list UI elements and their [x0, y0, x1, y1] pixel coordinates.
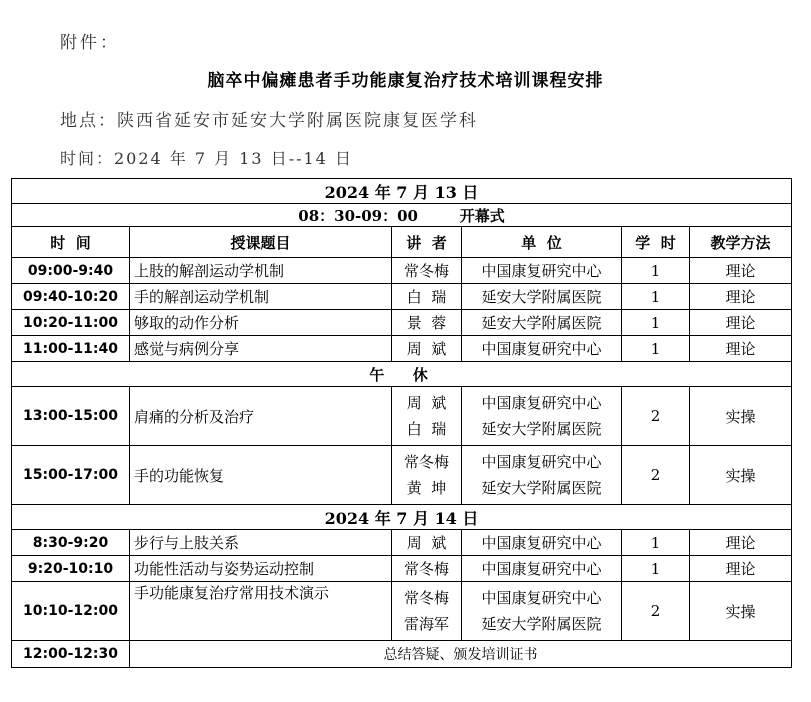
- speaker-name: 雷海军: [403, 615, 449, 633]
- table-row: [12, 446, 792, 505]
- session-unit: 中国康复研究中心: [462, 336, 622, 362]
- session-hours: 1: [622, 556, 690, 582]
- session-topic: 感觉与病例分享: [130, 336, 392, 362]
- unit-name: 延安大学附属医院: [481, 615, 602, 633]
- speaker-name: 黄 坤: [406, 479, 447, 497]
- session-units: [462, 387, 622, 446]
- session-time: 10:10-12:00: [12, 582, 130, 641]
- session-time: 9:20-10:10: [12, 556, 130, 582]
- session-topic: 上肢的解剖运动学机制: [130, 258, 392, 284]
- header-time: 时 间: [12, 227, 130, 258]
- session-speaker: 常冬梅: [392, 556, 462, 582]
- table-row: [12, 310, 792, 336]
- day2-date: 2024 年 7 月 14 日: [12, 505, 792, 530]
- table-row: [12, 284, 792, 310]
- unit-name: 中国康复研究中心: [481, 589, 602, 607]
- session-speakers: [392, 446, 462, 505]
- session-unit: 中国康复研究中心: [462, 258, 622, 284]
- opening-ceremony: 08：30-09：00 开幕式: [12, 204, 792, 227]
- session-speaker: 景 蓉: [392, 310, 462, 336]
- header-method: 教学方法: [690, 227, 792, 258]
- lunch-break: 午 休: [12, 362, 792, 387]
- session-hours: 1: [622, 258, 690, 284]
- header-topic: 授课题目: [130, 227, 392, 258]
- session-units: [462, 446, 622, 505]
- session-time: 11:00-11:40: [12, 336, 130, 362]
- session-time: 15:00-17:00: [12, 446, 130, 505]
- session-method: 理论: [690, 530, 792, 556]
- session-topic: 够取的动作分析: [130, 310, 392, 336]
- session-hours: 1: [622, 530, 690, 556]
- table-row: [12, 556, 792, 582]
- session-unit: 延安大学附属医院: [462, 310, 622, 336]
- table-row: [12, 258, 792, 284]
- attachment-label: 附件：: [60, 33, 120, 53]
- header-row: [12, 227, 792, 258]
- session-method: 理论: [690, 336, 792, 362]
- session-method: 实操: [690, 446, 792, 505]
- location-line: 地点：陕西省延安市延安大学附属医院康复医学科: [60, 111, 478, 131]
- speaker-name: 常冬梅: [403, 453, 449, 471]
- lunch-row: [12, 362, 792, 387]
- session-speaker: 白 瑞: [392, 284, 462, 310]
- session-speakers: [392, 582, 462, 641]
- closing-time: 12:00-12:30: [12, 641, 130, 668]
- time-range-line: 时间：2024 年 7 月 13 日--14 日: [60, 149, 353, 168]
- session-speaker: 周 斌: [392, 530, 462, 556]
- session-method: 实操: [690, 582, 792, 641]
- speaker-name: 常冬梅: [403, 589, 449, 607]
- session-method: 理论: [690, 284, 792, 310]
- session-units: [462, 582, 622, 641]
- session-hours: 1: [622, 310, 690, 336]
- day1-date-row: [12, 179, 792, 204]
- unit-name: 延安大学附属医院: [481, 479, 602, 497]
- unit-name: 中国康复研究中心: [481, 394, 602, 412]
- session-topic: 步行与上肢关系: [130, 530, 392, 556]
- session-hours: 2: [622, 387, 690, 446]
- session-topic: 功能性活动与姿势运动控制: [130, 556, 392, 582]
- session-unit: 中国康复研究中心: [462, 530, 622, 556]
- session-speaker: 常冬梅: [392, 258, 462, 284]
- session-hours: 1: [622, 284, 690, 310]
- session-topic: 手功能康复治疗常用技术演示: [130, 582, 392, 641]
- closing-session: 总结答疑、颁发培训证书: [130, 641, 792, 668]
- header-unit: 单 位: [462, 227, 622, 258]
- session-hours: 2: [622, 582, 690, 641]
- session-method: 理论: [690, 556, 792, 582]
- table-row: [12, 336, 792, 362]
- speaker-name: 白 瑞: [406, 420, 447, 438]
- closing-row: [12, 641, 792, 668]
- session-hours: 2: [622, 446, 690, 505]
- schedule-table: [11, 178, 792, 668]
- unit-name: 延安大学附属医院: [481, 420, 602, 438]
- document-title: 脑卒中偏瘫患者手功能康复治疗技术培训课程安排: [207, 71, 604, 91]
- table-row: [12, 387, 792, 446]
- session-time: 09:40-10:20: [12, 284, 130, 310]
- session-time: 09:00-9:40: [12, 258, 130, 284]
- table-row: [12, 530, 792, 556]
- table-row: [12, 582, 792, 641]
- day2-date-row: [12, 505, 792, 530]
- session-unit: 中国康复研究中心: [462, 556, 622, 582]
- session-time: 8:30-9:20: [12, 530, 130, 556]
- session-topic: 手的功能恢复: [130, 446, 392, 505]
- session-speakers: [392, 387, 462, 446]
- header-hours: 学 时: [622, 227, 690, 258]
- day1-date: 2024 年 7 月 13 日: [12, 179, 792, 204]
- speaker-name: 周 斌: [406, 394, 447, 412]
- session-hours: 1: [622, 336, 690, 362]
- session-method: 理论: [690, 258, 792, 284]
- session-topic: 手的解剖运动学机制: [130, 284, 392, 310]
- session-time: 10:20-11:00: [12, 310, 130, 336]
- session-speaker: 周 斌: [392, 336, 462, 362]
- unit-name: 中国康复研究中心: [481, 453, 602, 471]
- opening-row: [12, 204, 792, 227]
- session-unit: 延安大学附属医院: [462, 284, 622, 310]
- header-speaker: 讲 者: [392, 227, 462, 258]
- session-method: 实操: [690, 387, 792, 446]
- session-method: 理论: [690, 310, 792, 336]
- session-topic: 肩痛的分析及治疗: [130, 387, 392, 446]
- session-time: 13:00-15:00: [12, 387, 130, 446]
